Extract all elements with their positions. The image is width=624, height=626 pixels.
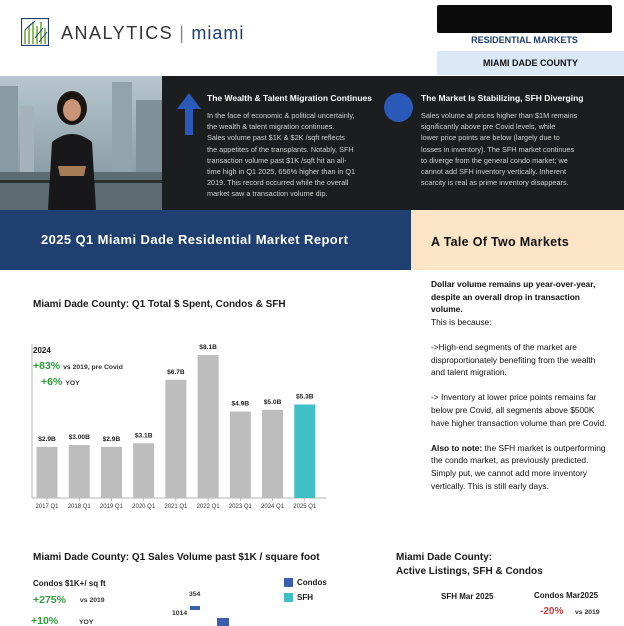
chart1-x-tick-label: 2019 Q1 [99, 504, 123, 510]
chart1-stat-2 [41, 376, 80, 388]
chart1-stat-2-label: YOY [65, 380, 80, 387]
chart1-x-tick-label: 2023 Q1 [228, 504, 252, 510]
chart1-x-tick-label: 2022 Q1 [196, 504, 220, 510]
banner-right-line: to diverge from the general condo market; we [421, 155, 568, 165]
chart2-stat-1-label: vs 2019 [80, 597, 105, 604]
banner-right-text [421, 110, 621, 188]
tale-intro-rest: This is because: [431, 316, 492, 327]
tale-point-2: -> Inventory at lower price points remains far below pre Covid, all segments above $500K have higher transaction volume than pre Covid. [431, 392, 607, 428]
tale-title-bar [411, 210, 624, 270]
chart1-bar [69, 445, 90, 498]
chart1-data-label: $3.1B [134, 432, 153, 440]
chart1-bar [262, 410, 283, 498]
chart1-x-tick-label: 2017 Q1 [35, 504, 59, 510]
analytics-logo-icon [21, 18, 49, 46]
chart1-bar [294, 404, 315, 498]
banner-left-line: In the face of economic & political uncertainly, [207, 111, 355, 120]
chart1-x-tick-label: 2025 Q1 [293, 504, 317, 510]
chart1-stat-year: 2024 [33, 346, 51, 355]
chart2-stat-2-value: +10% [31, 615, 59, 626]
banner-left-line: 2019. This record occurred while the overall [207, 178, 349, 188]
banner-photo [0, 76, 162, 210]
chart1-data-label: $3.00B [68, 434, 90, 442]
chart2-stat-2-label: YOY [79, 619, 94, 626]
brand-separator: | [179, 23, 186, 43]
banner-right-heading: The Market Is Stabilizing, SFH Diverging [421, 93, 584, 103]
chart1-bar [198, 355, 219, 498]
tale-note-rest: the SFH market is outperforming the condo market, as previously predicted. Simply put, we cannot add more inventory vertically. This is still early days. [431, 442, 606, 491]
tale-intro-bold: Dollar volume remains up year-over-year, despite an overall drop in transaction volume. [431, 279, 596, 315]
brand-name: ANALYTICS [61, 23, 174, 43]
legend-condos-label: Condos [297, 578, 327, 587]
banner-left-line: market saw a transaction volume dip. [207, 189, 328, 199]
chart1-x-tick-label: 2021 Q1 [164, 504, 188, 510]
chart1-data-label: $5.0B [263, 398, 282, 406]
circle-icon [384, 93, 413, 122]
chart1-stat-2-value: +6% [41, 376, 63, 388]
listings-condos-value: -20% [540, 606, 564, 617]
brand-wordmark [61, 23, 244, 44]
chart1-data-label: $6.7B [167, 368, 185, 376]
chart2-bar-small [190, 606, 200, 610]
header-black-block [437, 5, 612, 33]
chart1-title: Miami Dade County: Q1 Total $ Spent, Condos & SFH [33, 299, 286, 310]
banner-right-line: scarcity is real as prime inventory disappears. [421, 178, 569, 188]
report-title-bar [0, 210, 411, 270]
chart1-stat-1-value: +83% [33, 360, 61, 372]
report-title: 2025 Q1 Miami Dade Residential Market Report [41, 232, 349, 247]
arrow-up-icon [177, 93, 201, 135]
banner-right-line: significantly above pre Covid levels, while [421, 122, 556, 132]
tale-point-1: ->High-end segments of the market are disproportionately benefiting from the wealth and talent migration. [431, 341, 596, 378]
chart1-data-label: $4.9B [231, 400, 250, 408]
listings-title-2: Active Listings, SFH & Condos [396, 566, 543, 577]
banner-right-line: losses in inventory). The SFH market continues [421, 144, 575, 154]
banner-right-line: lower price points are below (largely due to [421, 133, 560, 143]
chart2-bar-partial [217, 618, 229, 626]
chart1-bar [230, 412, 251, 498]
chart1-data-label: $5.3B [295, 393, 314, 401]
banner-left-heading: The Wealth & Talent Migration Continues [207, 93, 372, 103]
chart2-stat-1-value: +275% [33, 594, 66, 606]
tale-title: A Tale Of Two Markets [431, 235, 570, 249]
chart1-stat-1-label: vs 2019, pre Covid [63, 364, 123, 371]
listings-condos-label: vs 2019 [575, 609, 600, 616]
chart1-x-tick-label: 2020 Q1 [132, 504, 156, 510]
chart1-stat-1 [33, 360, 123, 372]
chart1-x-tick-label: 2018 Q1 [67, 504, 91, 510]
legend-condos-swatch [284, 578, 293, 587]
listings-col-sfh: SFH Mar 2025 [441, 592, 494, 601]
chart1-data-label: $2.9B [102, 435, 121, 443]
chart2-title: Miami Dade County: Q1 Sales Volume past $1K / square foot [33, 552, 320, 563]
county-label: MIAMI DADE COUNTY [437, 51, 624, 75]
chart1-data-label: $2.9B [38, 435, 56, 443]
chart1-bar [101, 447, 122, 498]
banner-right-line: cannot add SFH inventory vertically. Inherent [421, 167, 567, 177]
tale-text [431, 278, 607, 505]
banner-left-line: time high in Q1 2025, 656% higher than in Q1 [207, 167, 356, 177]
banner-left-line: Sales volume past $1K & $2K /sqft reflects [207, 133, 345, 143]
banner-left-text [207, 110, 387, 200]
listings-col-condos: Condos Mar2025 [534, 591, 599, 600]
chart1-bar [37, 447, 58, 498]
chart2-label-1014: 1014 [172, 610, 188, 617]
banner-left-line: transaction volume past $1K /sqft hit an all- [207, 155, 347, 165]
banner-left-line: the appetites of the transplants. Notably, SFH [207, 144, 354, 154]
legend-sfh-label: SFH [297, 593, 313, 602]
tale-note-bold: Also to note: [431, 442, 483, 453]
chart2-subtitle: Condos $1K+/ sq ft [33, 579, 106, 588]
section-label: RESIDENTIAL MARKETS [471, 35, 578, 45]
legend-sfh-swatch [284, 593, 293, 602]
banner-right-line: Sales volume at prices higher than $1M remains [421, 111, 578, 120]
banner-left-line: the wealth & talent migration continues. [207, 122, 335, 132]
chart1-bar [133, 443, 154, 498]
chart1-data-label: $8.1B [199, 344, 217, 352]
chart1-bar [165, 380, 186, 498]
listings-title-1: Miami Dade County: [396, 552, 493, 563]
brand-city: miami [191, 23, 245, 43]
chart1-x-tick-label: 2024 Q1 [261, 504, 285, 510]
chart2-label-354: 354 [189, 591, 201, 598]
